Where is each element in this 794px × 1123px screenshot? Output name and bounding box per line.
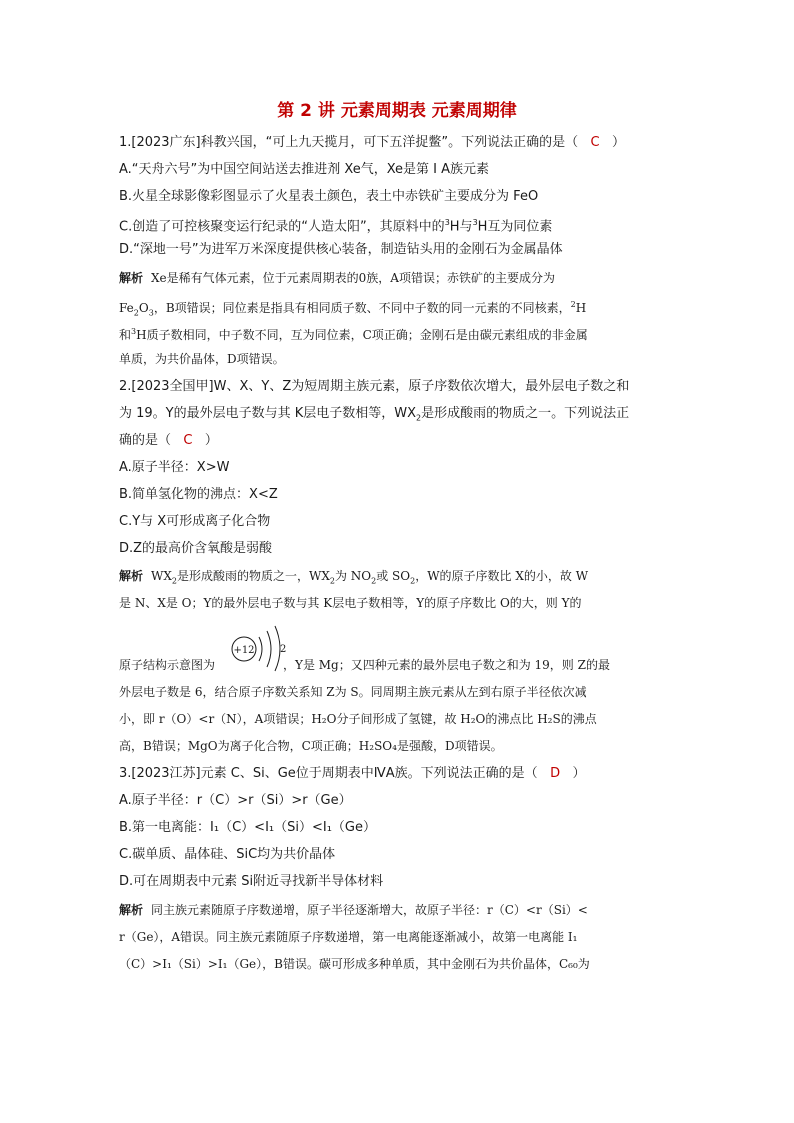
q1-explanation-label: 解析: [119, 271, 144, 285]
q2-stem-text2: 为 19。Y的最外层电子数与其 K层电子数相等，WX: [119, 406, 417, 421]
q1-option-d: D.“深地一号”为进军万米深度提供核心装备，制造钻头用的金刚石为金属晶体: [119, 242, 563, 257]
q3-explanation-line1: [119, 901, 679, 919]
q1-option-c-text2: H与: [449, 219, 473, 235]
q3-stem: [119, 765, 679, 783]
q2-explanation-label: 解析: [119, 569, 144, 583]
q1-explanation-line2: $Fe_2O_3$，B项错误；同位素是指具有相同质子数、不同中子数的同一元素的不同核素，$^2$H: [119, 300, 587, 318]
q2-stem-close: ）: [204, 433, 218, 448]
q1-expl-text3: H质子数相同，中子数不同，互为同位素，C项正确；金刚石是由碳元素组成的非金属: [136, 328, 588, 342]
q1-stem-close: ）: [612, 135, 626, 150]
q2-explanation-line5: 小，即 r（O）<r（N），A项错误；H₂O分子间形成了氢键，故 H₂O的沸点比 H₂S的沸点: [119, 712, 597, 726]
q3-option-b: B.第一电离能：I₁（C）<I₁（Si）<I₁（Ge）: [119, 820, 376, 835]
page-title: 第 2 讲 元素周期表 元素周期律: [277, 101, 517, 121]
q3-option-c: C.碳单质、晶体硅、SiC均为共价晶体: [119, 847, 336, 862]
q2-expl-t3a: 原子结构示意图为: [119, 658, 216, 672]
q2-option-a: A.原子半径：X>W: [119, 460, 230, 475]
q1-expl-fe: Fe: [119, 301, 134, 315]
q2-expl-no: 为 NO: [334, 569, 372, 583]
q2-stem-line1: 2.[2023全国甲]W、X、Y、Z为短周期主族元素，原子序数依次增大，最外层电子数之和: [119, 379, 630, 394]
q3-stem-text: 3.[2023江苏]元素 C、Si、Ge位于周期表中ⅣA族。下列说法正确的是（: [119, 766, 538, 781]
q2-expl-t1: 是形成酸雨的物质之一，WX: [177, 569, 330, 583]
q1-option-c-text3: H互为同位素: [477, 219, 553, 235]
q2-stem-line2: 为 19。Y的最外层电子数与其 K层电子数相等，$WX_2$是形成酸雨的物质之一。下列说法正: [119, 406, 630, 423]
q2-expl-t2: ，W的原子序数比 X的小，故 W: [415, 569, 589, 583]
q2-expl-t3b: ，Y是 Mg；又四种元素的最外层电子数之和为 19，则 Z的最: [283, 658, 610, 672]
q2-stem-text3: 确的是（: [119, 433, 172, 448]
q1-expl-he: 和: [119, 328, 132, 342]
q2-option-c: C.Y与 X可形成离子化合物: [119, 514, 271, 529]
q1-explanation-line3: 和$^3$H质子数相同，中子数不同，互为同位素，C项正确；金刚石是由碳元素组成的非金属: [119, 327, 588, 342]
q3-explanation-line3: （C）>I₁（Si）>I₁（Ge），B错误。碳可形成多种单质，其中金刚石为共价晶体，C₆₀为: [119, 957, 590, 971]
q2-stem-text2b: 是形成酸雨的物质之一。下列说法正: [421, 406, 630, 421]
q2-stem-line3: [119, 432, 679, 450]
diagram-outer-label: 2: [280, 644, 287, 655]
q2-explanation-line6: 高，B错误；MgO为离子化合物，C项正确；H₂SO₄是强酸，D项错误。: [119, 739, 503, 753]
q2-explanation-line4: 外层电子数是 6，结合原子序数关系知 Z为 S。同周期主族元素从左到右原子半径依次减: [119, 685, 587, 699]
q3-answer: D: [550, 766, 561, 781]
q1-expl-text2: ，B项错误；同位素是指具有相同质子数、不同中子数的同一元素的不同核素，: [153, 301, 571, 315]
q1-option-c: C.创造了可控核聚变运行纪录的“人造太阳”，其原料中的$^3$H与$^3$H互为同位素: [119, 218, 553, 235]
q1-stem: [119, 134, 679, 152]
q3-option-a: A.原子半径：r（C）>r（Si）>r（Ge）: [119, 793, 352, 808]
diagram-nucleus-label: +12: [233, 645, 255, 656]
q3-expl-t1: 同主族元素随原子序数递增，原子半径逐渐增大，故原子半径：r（C）<r（Si）<: [151, 903, 588, 917]
q2-option-b: B.简单氢化物的沸点：X<Z: [119, 487, 278, 502]
q1-option-c-text: C.创造了可控核聚变运行纪录的“人造太阳”，其原料中的: [119, 219, 445, 235]
q3-stem-close: ）: [572, 766, 586, 781]
q1-expl-o: O: [138, 301, 149, 315]
q1-explanation-text1: Xe是稀有气体元素，位于元素周期表的0族，A项错误；赤铁矿的主要成分为: [151, 271, 555, 285]
q1-explanation-line1: [119, 269, 679, 287]
q2-expl-wx: WX: [151, 569, 172, 583]
q2-option-d: D.Z的最高价含氧酸是弱酸: [119, 541, 273, 556]
q1-stem-text: 1.[2023广东]科教兴国，“可上九天揽月，可下五洋捉鳖”。下列说法正确的是（: [119, 135, 579, 150]
q3-explanation-line2: r（Ge），A错误。同主族元素随原子序数递增，第一电离能逐渐减小，故第一电离能 I₁: [119, 930, 578, 944]
q3-explanation-label: 解析: [119, 903, 144, 917]
q2-explanation-line2: 是 N、X是 O；Y的最外层电子数与其 K层电子数相等，Y的原子序数比 O的大，则 Y的: [119, 596, 582, 610]
q1-expl-h: H: [575, 301, 587, 315]
q2-answer: C: [183, 433, 193, 448]
q2-expl-so: 或 SO: [376, 569, 411, 583]
q1-option-a: A.“天舟六号”为中国空间站送去推进剂 Xe气，Xe是第 I A族元素: [119, 162, 490, 177]
q3-option-d: D.可在周期表中元素 Si附近寻找新半导体材料: [119, 874, 384, 889]
q1-explanation-line4: 单质，为共价晶体，D项错误。: [119, 352, 285, 366]
q2-explanation-line1: 解析 $WX_2$是形成酸雨的物质之一，$WX_2$为 $NO_2$或 $SO_2$，W的原子序数比 X的小，故 W: [119, 569, 589, 586]
q1-answer: C: [590, 135, 600, 150]
q1-option-b: B.火星全球影像彩图显示了火星表土颜色，表土中赤铁矿主要成分为 FeO: [119, 189, 539, 204]
q2-explanation-line3: [119, 656, 679, 674]
